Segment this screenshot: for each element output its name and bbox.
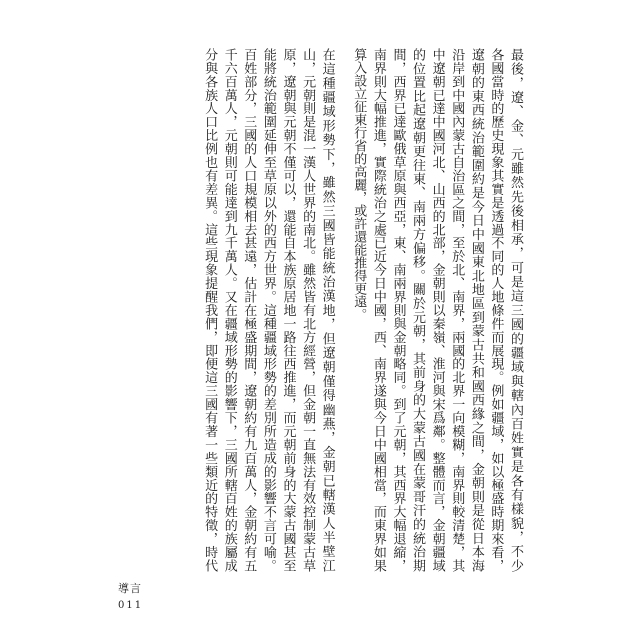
text-column: 原，遼朝與元朝不僅可以，還能自本族原居地一路往西推進，而元朝前身的大蒙古國甚至	[280, 48, 296, 572]
text-column: 間，西界已達歐俄草原與西亞，東、南兩界則與金朝略同。到了元朝，其西界大幅退縮，	[390, 48, 406, 572]
text-column: 在這種疆域形勢下，雖然三國皆能統治漢地，但遼朝僅得幽燕，金朝已轄漢人半壁江	[319, 48, 335, 572]
text-column: 中遼朝已達中國河北、山西的北部，金朝則以秦嶺、淮河與宋爲鄰。整體而言，金朝疆域	[429, 48, 445, 572]
text-column: 南界則大幅推進，實際統治之處已近今日中國，西、南界遂與今日中國相當，而東界如果	[370, 48, 386, 572]
text-column: 百姓部分，三國的人口規模相去甚遠，估計在極盛期間，遼朝約有九百萬人，金朝約有五	[241, 48, 257, 572]
text-column: 分與各族人口比例也有差異。這些現象提醒我們，即便這三國有著一些類近的特徵，時代	[202, 48, 218, 572]
chapter-title: 導言	[118, 582, 142, 595]
page-number: 011	[118, 600, 144, 611]
text-column: 最後，遼、金、元雖然先後相承，可是這三國的疆域與轄內百姓實是各有樣貌，不少	[508, 48, 523, 572]
paragraph-1	[352, 48, 522, 572]
paragraph-2	[203, 48, 334, 572]
page-footer	[118, 582, 143, 612]
text-column: 遼朝的東西統治範圍約是今日中國東北地區到蒙古共和國西緣之間，金朝則是從日本海	[468, 48, 484, 572]
text-column: 的位置比起遼朝更往東、南兩方偏移。關於元朝，其前身的大蒙古國在蒙哥汗的統治期	[410, 48, 426, 572]
text-column: 沿岸到中國內蒙古自治區之間，至於北、南界，兩國的北界一向模糊，南界則較清楚，其	[449, 48, 465, 572]
text-column: 各國當時的歷史現象其實是透過不同的人地條件而展現。例如疆域，如以極盛時期來看，	[488, 48, 504, 572]
text-column: 山，元朝則是混一漢人世界的南北。雖然皆有北方經營，但金朝一直無法有效控制蒙古草	[300, 48, 316, 572]
text-column: 能將統治範圍延伸至草原以外的西方世界。這種疆域形勢的差別所造成的影響不言可喻。	[260, 48, 276, 572]
text-column: 算入設立征東行省的高麗，或許還能推得更遠。	[351, 48, 367, 321]
text-column: 千六百萬人，元朝則可能達到九千萬人。又在疆域形勢的影響下，三國所轄百姓的族屬成	[221, 48, 237, 572]
vertical-body-text	[203, 48, 522, 572]
